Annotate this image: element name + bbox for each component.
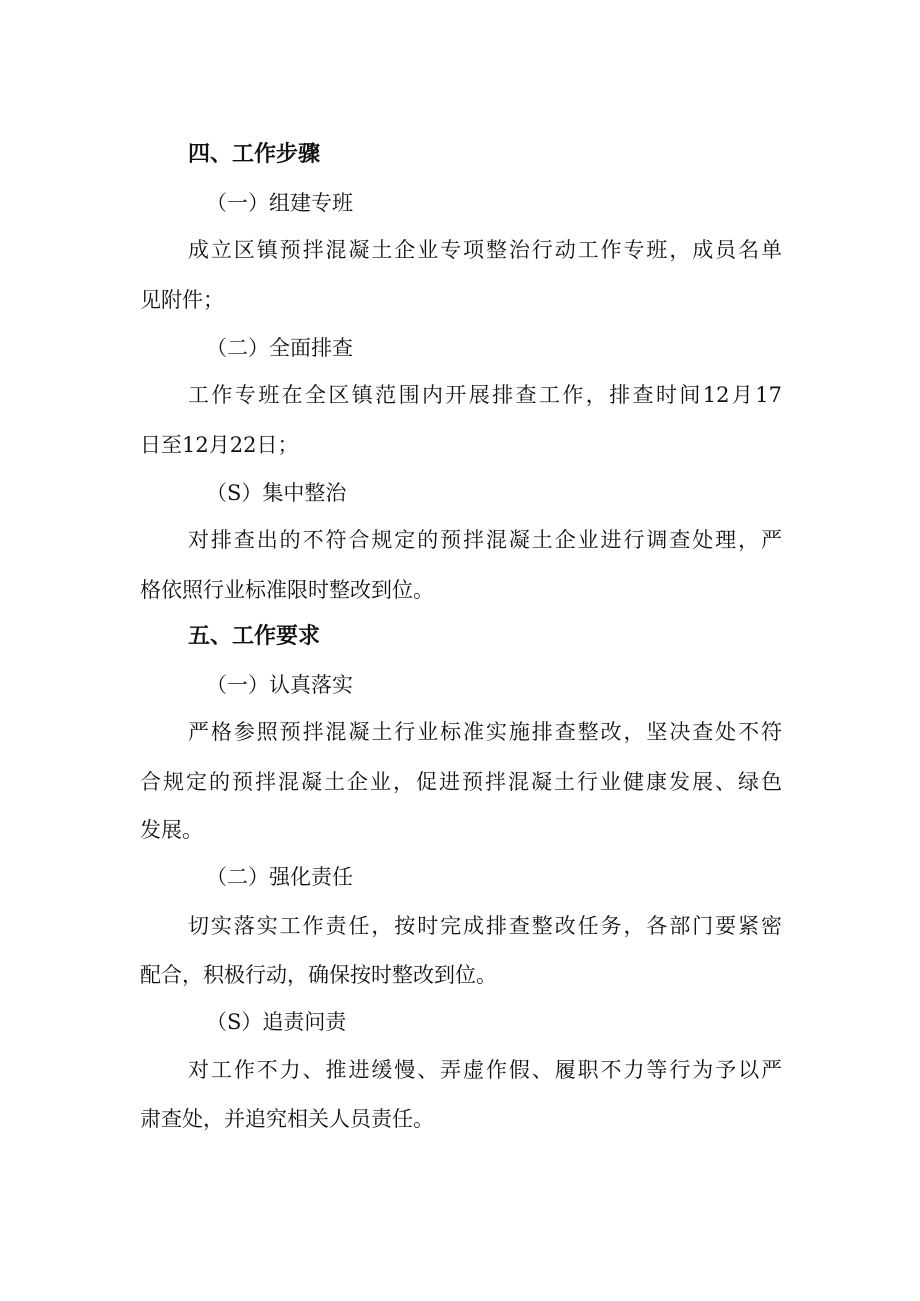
req-1-line-1: 严格参照预拌混凝土行业标准实施排查整改，坚决查处不符 — [188, 720, 782, 744]
req-3-title: （S）追责问责 — [206, 1010, 347, 1034]
step-2-line-1: 工作专班在全区镇范围内开展排查工作，排查时间12月17 — [188, 383, 782, 407]
step-3-line-1: 对排查出的不符合规定的预拌混凝土企业进行调查处理，严 — [188, 528, 782, 552]
req-2-line-1: 切实落实工作责任，按时完成排查整改任务，各部门要紧密 — [188, 914, 782, 938]
req-3-line-2: 肃查处，并追究相关人员责任。 — [140, 1107, 434, 1131]
req-2-title: （二）强化责任 — [206, 865, 353, 889]
section-5-heading: 五、工作要求 — [188, 624, 321, 649]
req-1-line-2: 合规定的预拌混凝土企业，促进预拌混凝土行业健康发展、绿色 — [140, 770, 782, 794]
req-1-line-3: 发展。 — [140, 818, 203, 842]
req-2-line-2: 配合，积极行动，确保按时整改到位。 — [140, 963, 497, 987]
req-3-line-1: 对工作不力、推进缓慢、弄虚作假、履职不力等行为予以严 — [188, 1058, 782, 1082]
step-3-title: （S）集中整治 — [206, 481, 347, 505]
req-1-title: （一）认真落实 — [206, 673, 353, 697]
step-2-line-2: 日至12月22日； — [140, 433, 299, 457]
step-1-line-1: 成立区镇预拌混凝土企业专项整治行动工作专班，成员名单 — [188, 238, 782, 262]
step-1-line-2: 见附件； — [140, 288, 224, 312]
step-3-line-2: 格依照行业标准限时整改到位。 — [140, 578, 434, 602]
step-2-title: （二）全面排查 — [206, 336, 353, 360]
step-1-title: （一）组建专班 — [206, 191, 353, 215]
section-4-heading: 四、工作步骤 — [188, 142, 321, 167]
